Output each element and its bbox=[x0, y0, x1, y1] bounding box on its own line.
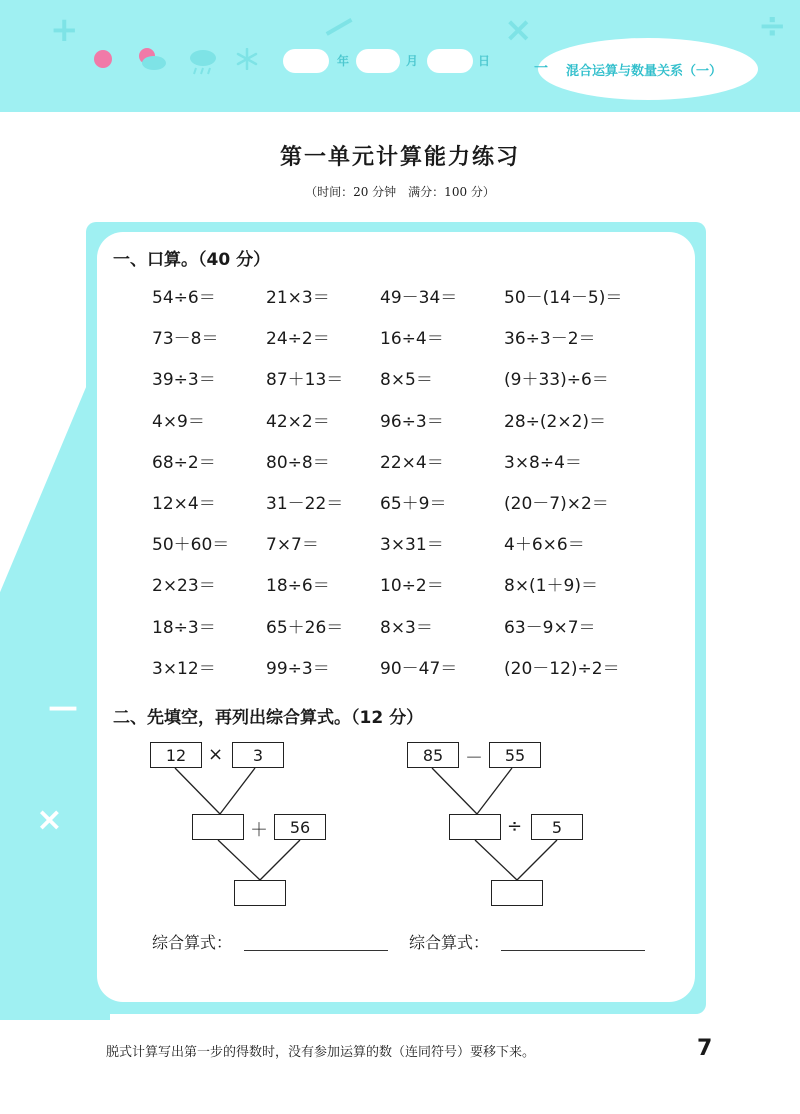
math-problem: 16÷4＝ bbox=[380, 329, 444, 349]
answer-box[interactable] bbox=[234, 880, 286, 906]
math-problem: 96÷3＝ bbox=[380, 412, 444, 432]
math-problem: 42×2＝ bbox=[266, 412, 330, 432]
sun-icon[interactable] bbox=[94, 50, 112, 68]
snowflake-icon[interactable] bbox=[236, 48, 258, 74]
math-problem: (20－12)÷2＝ bbox=[504, 659, 620, 679]
formula-answer-line[interactable] bbox=[501, 950, 645, 951]
math-problem: 90－47＝ bbox=[380, 659, 458, 679]
number-box: 3 bbox=[232, 742, 284, 768]
operator: ＋ bbox=[250, 820, 268, 841]
chapter-title: 混合运算与数量关系（一） bbox=[566, 64, 723, 79]
minus-decor-icon: — bbox=[314, 0, 362, 50]
problem-row bbox=[152, 407, 672, 431]
times-decor-icon: × bbox=[504, 10, 533, 50]
month-label: 月 bbox=[406, 54, 419, 68]
number-box: 55 bbox=[489, 742, 541, 768]
number-box: 56 bbox=[274, 814, 326, 840]
plus-decor-icon: + bbox=[50, 10, 79, 50]
math-problem: 21×3＝ bbox=[266, 288, 330, 308]
math-problem: 24÷2＝ bbox=[266, 329, 330, 349]
formula-answer-line[interactable] bbox=[244, 950, 388, 951]
math-problem: 63－9×7＝ bbox=[504, 618, 596, 638]
footer-note: 脱式计算写出第一步的得数时，没有参加运算的数（连同符号）要移下来。 bbox=[106, 1045, 536, 1060]
problem-row bbox=[152, 283, 672, 307]
operator: × bbox=[208, 744, 224, 765]
section2-title: 二、先填空，再列出综合算式。（12 分） bbox=[113, 708, 424, 728]
math-problem: (20－7)×2＝ bbox=[504, 494, 609, 514]
math-problem: 87＋13＝ bbox=[266, 370, 344, 390]
math-problem: 18÷6＝ bbox=[266, 576, 330, 596]
math-problem: 4＋6×6＝ bbox=[504, 535, 585, 555]
math-problem: 4×9＝ bbox=[152, 412, 205, 432]
formula-label: 综合算式： bbox=[409, 933, 490, 952]
math-problem: (9＋33)÷6＝ bbox=[504, 370, 609, 390]
math-problem: 36÷3－2＝ bbox=[504, 329, 596, 349]
math-problem: 73－8＝ bbox=[152, 329, 219, 349]
math-problem: 28÷(2×2)＝ bbox=[504, 412, 607, 432]
day-label: 日 bbox=[478, 54, 491, 68]
math-problem: 65＋9＝ bbox=[380, 494, 447, 514]
math-problem: 8×5＝ bbox=[380, 370, 433, 390]
number-box: 12 bbox=[150, 742, 202, 768]
math-problem: 3×31＝ bbox=[380, 535, 444, 555]
math-problem: 31－22＝ bbox=[266, 494, 344, 514]
problem-row bbox=[152, 448, 672, 472]
math-problem: 3×8÷4＝ bbox=[504, 453, 582, 473]
operator: － bbox=[465, 748, 483, 769]
math-problem: 54÷6＝ bbox=[152, 288, 216, 308]
math-problem: 65＋26＝ bbox=[266, 618, 344, 638]
page-subtitle: （时间：20 分钟 满分：100 分） bbox=[305, 185, 495, 199]
math-problem: 7×7＝ bbox=[266, 535, 319, 555]
math-problem: 50＋60＝ bbox=[152, 535, 230, 555]
year-label: 年 bbox=[337, 54, 350, 68]
number-box: 5 bbox=[531, 814, 583, 840]
problem-row bbox=[152, 489, 672, 513]
math-problem: 2×23＝ bbox=[152, 576, 216, 596]
math-problem: 8×3＝ bbox=[380, 618, 433, 638]
year-input[interactable] bbox=[283, 49, 329, 73]
diagram-2 bbox=[407, 740, 637, 910]
problem-row bbox=[152, 530, 672, 554]
problem-row bbox=[152, 571, 672, 595]
sun-cloud-icon[interactable] bbox=[136, 46, 168, 76]
math-problem: 8×(1＋9)＝ bbox=[504, 576, 598, 596]
page-title: 第一单元计算能力练习 bbox=[279, 145, 520, 170]
problem-row bbox=[152, 324, 672, 348]
problem-row bbox=[152, 613, 672, 637]
math-problem: 18÷3＝ bbox=[152, 618, 216, 638]
answer-box[interactable] bbox=[192, 814, 244, 840]
page-number: 7 bbox=[697, 1036, 713, 1061]
math-problem: 10÷2＝ bbox=[380, 576, 444, 596]
diagram-1 bbox=[150, 740, 380, 910]
math-problem: 99÷3＝ bbox=[266, 659, 330, 679]
times-decor-icon: × bbox=[36, 800, 63, 838]
answer-box[interactable] bbox=[491, 880, 543, 906]
problem-row bbox=[152, 365, 672, 389]
minus-decor-icon: — bbox=[48, 690, 78, 725]
number-box: 85 bbox=[407, 742, 459, 768]
formula-label: 综合算式： bbox=[152, 933, 233, 952]
math-problem: 39÷3＝ bbox=[152, 370, 216, 390]
section1-title: 一、口算。（40 分） bbox=[113, 250, 271, 270]
math-problem: 49－34＝ bbox=[380, 288, 458, 308]
rain-cloud-icon[interactable] bbox=[188, 48, 218, 80]
chapter-number: 一 bbox=[534, 61, 548, 77]
math-problem: 3×12＝ bbox=[152, 659, 216, 679]
month-input[interactable] bbox=[356, 49, 400, 73]
math-problem: 50－(14－5)＝ bbox=[504, 288, 623, 308]
math-problem: 80÷8＝ bbox=[266, 453, 330, 473]
problem-row bbox=[152, 654, 672, 678]
math-problem: 68÷2＝ bbox=[152, 453, 216, 473]
answer-box[interactable] bbox=[449, 814, 501, 840]
operator: ÷ bbox=[507, 816, 523, 837]
math-problem: 12×4＝ bbox=[152, 494, 216, 514]
divide-decor-icon: ÷ bbox=[758, 6, 787, 46]
day-input[interactable] bbox=[427, 49, 473, 73]
math-problem: 22×4＝ bbox=[380, 453, 444, 473]
